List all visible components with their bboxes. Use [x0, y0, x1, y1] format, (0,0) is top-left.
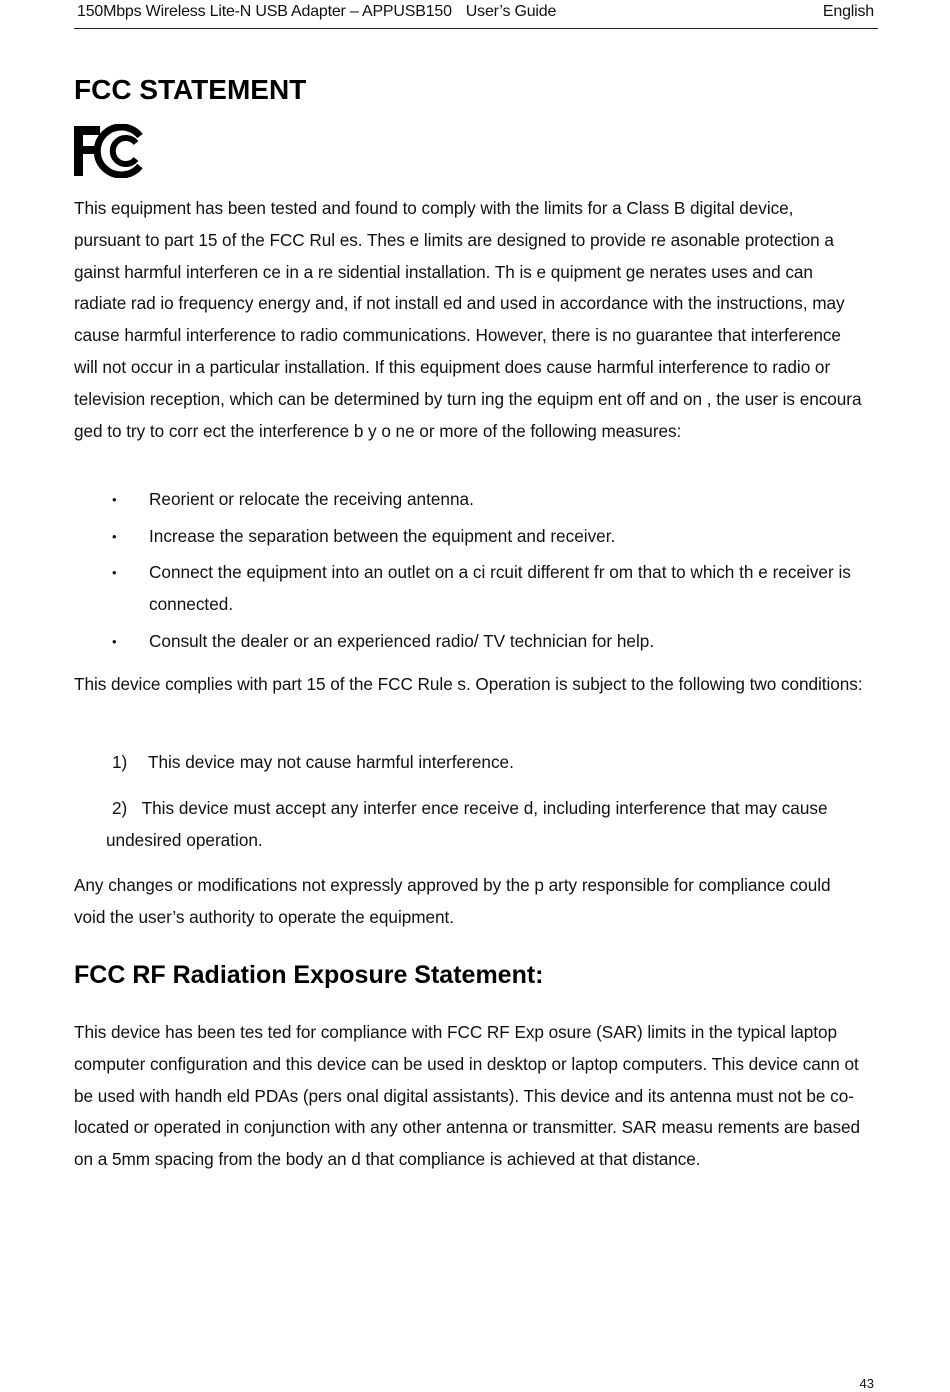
list-item	[74, 747, 864, 779]
bullet-icon: •	[112, 492, 117, 507]
condition-text: This device may not cause harmful interference.	[148, 752, 514, 772]
list-item-text: Consult the dealer or an experienced radio/ TV technician for help.	[149, 630, 655, 651]
list-item	[74, 793, 864, 857]
condition-text: This device must accept any interfer ence receive d, including interference that may cause undesired operation.	[106, 797, 828, 850]
modifications-paragraph: Any changes or modifications not expressly approved by the p arty responsible for compliance could void the user’s authority to operate the equipment.	[74, 875, 831, 927]
list-item-text: Increase the separation between the equipment and receiver.	[149, 525, 616, 546]
rf-exposure-paragraph: This device has been tes ted for compliance with FCC RF Exp osure (SAR) limits in the typical laptop computer configuration and this device can be used in desktop or laptop computers. This device cann ot be used with handh eld PDAs (pers onal digital assistants). This device and its antenna must not be co-located or operated in conjunction with any other antenna or transmitter. SAR measu rements are based on a 5mm spacing from the body an d that compliance is achieved at that distance.	[74, 1022, 861, 1170]
bullet-icon: •	[112, 633, 117, 649]
header-language: English	[822, 3, 874, 20]
compliance-paragraph: This device complies with part 15 of the FCC Rule s. Operation is subject to the following two conditions:	[74, 674, 863, 694]
header-title	[77, 0, 556, 24]
header-product: 150Mbps Wireless Lite-N USB Adapter – APPUSB150	[77, 3, 452, 20]
intro-paragraph: This equipment has been tested and found to comply with the limits for a Class B digital device, pursuant to part 15 of the FCC Rul es. Thes e limits are designed to provide re asonable protection a gainst harmful interferen ce in a re sidential installation. Th is e quipment ge nerates uses and can radiate rad io frequency energy and, if not install ed and used in accordance with the instructions, may cause harmful interference to radio communications. However, there is no guarantee that interference will not occur in a particular installation. If this equipment does cause harmful interference to radio or television reception, which can be determined by turn ing the equipm ent off and on , the user is encoura ged to try to corr ect the interference b y o ne or more of the following measures:	[74, 198, 862, 441]
page-number: 43	[859, 1376, 874, 1391]
page-title: FCC STATEMENT	[74, 74, 307, 105]
list-item	[74, 626, 864, 658]
fcc-logo-icon	[74, 124, 148, 178]
section-subtitle: FCC RF Radiation Exposure Statement:	[74, 961, 544, 989]
condition-number: 2)	[112, 797, 128, 818]
measures-list	[74, 484, 864, 662]
conditions-list	[74, 747, 864, 870]
bullet-icon: •	[112, 528, 117, 544]
header-guide: User’s Guide	[465, 3, 557, 20]
page-header	[74, 0, 878, 29]
condition-number: 1)	[112, 752, 128, 772]
list-item	[74, 521, 864, 553]
list-item-text: Reorient or relocate the receiving antenna.	[149, 489, 474, 509]
list-item-text: Connect the equipment into an outlet on a ci rcuit different fr om that to which th e receiver is connected.	[149, 562, 851, 614]
list-item	[74, 484, 864, 516]
bullet-icon: •	[112, 565, 117, 581]
list-item	[74, 557, 864, 621]
